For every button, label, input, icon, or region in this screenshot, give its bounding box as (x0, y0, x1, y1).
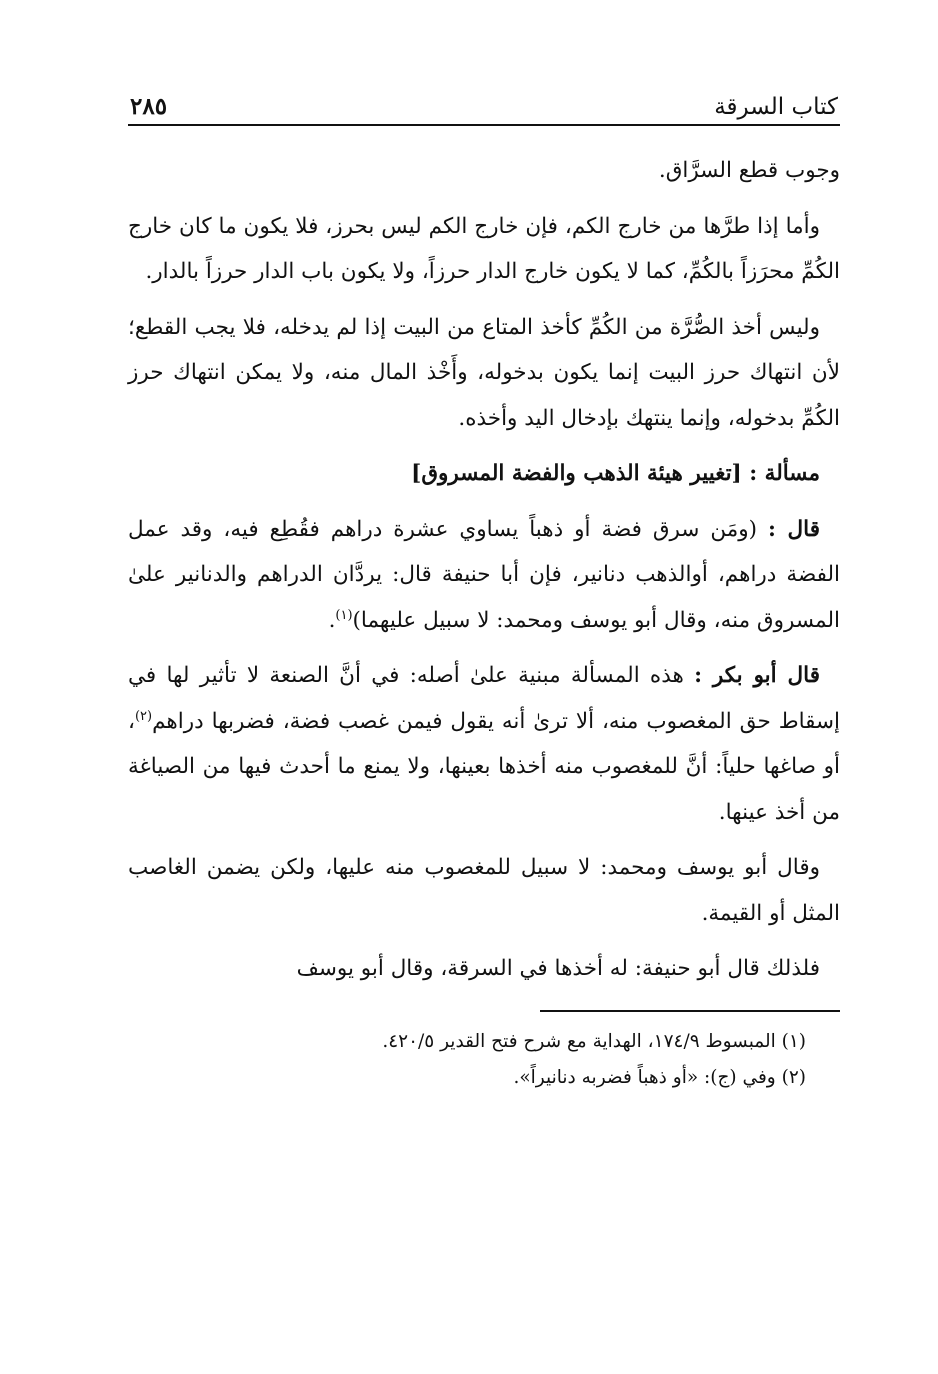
paragraph-1: وجوب قطع السرَّاق. (658, 158, 840, 183)
footnote-ref-1: (١) (335, 607, 353, 623)
page-body (128, 148, 840, 992)
paragraph-5 (128, 653, 840, 835)
section-heading-label: مسألة : (749, 461, 820, 486)
paragraph-2: وأما إذا طرَّها من خارج الكم، فإن خارج الكم ليس بحرز، فلا يكون ما كان خارج الكُمِّ محرَزاً بالكُمِّ، كما لا يكون خارج الدار حرزاً، ولا يكون باب الدار حرزاً بالدار. (128, 213, 840, 284)
paragraph-5-text-a: هذه المسألة مبنية علىٰ أصله: في أنَّ الصنعة لا تأثير لها في إسقاط حق المغصوب منه، ألا ترىٰ أنه يقول فيمن غصب فضة، فضربها دراهم (128, 663, 840, 734)
page (128, 70, 840, 1096)
paragraph-4-lead: قال : (768, 516, 821, 542)
paragraph-4-text: (ومَن سرق فضة أو ذهباً يساوي عشرة دراهم فقُطِع فيه، وقد عمل الفضة دراهم، أوالذهب دنانير، فإن أبا حنيفة قال: يردَّان الدراهم والدنانير علىٰ المسروق منه، وقال أبو يوسف ومحمد: لا سبيل عليهما) (128, 516, 840, 633)
running-title: كتاب السرقة (714, 94, 838, 120)
page-header (128, 70, 840, 126)
paragraph-6: وقال أبو يوسف ومحمد: لا سبيل للمغصوب منه عليها، ولكن يضمن الغاصب المثل أو القيمة. (128, 855, 840, 926)
footnotes (128, 1024, 840, 1096)
page-number: ٢٨٥ (130, 93, 168, 120)
paragraph-5-lead: قال أبو بكر : (694, 663, 820, 688)
paragraph-4 (128, 507, 840, 644)
paragraph-5-text-b: ، أو صاغها حلياً: أنَّ للمغصوب منه أخذها بعينها، ولا يمنع ما أحدث فيها من الصياغة من أخذ عينها. (128, 708, 840, 825)
paragraph-7: فلذلك قال أبو حنيفة: له أخذها في السرقة، وقال أبو يوسف (296, 956, 820, 981)
footnote-divider (540, 1010, 840, 1012)
paragraph-3: وليس أخذ الصُّرَّة من الكُمِّ كأخذ المتاع من البيت إذا لم يدخله، فلا يجب القطع؛ لأن انتهاك حرز البيت إنما يكون بدخوله، وأَخْذ المال منه، ولا يمكن انتهاك حرز الكُمِّ بدخوله، وإنما ينتهك بإدخال اليد وأخذه. (128, 314, 840, 431)
footnote-1: (١) المبسوط ١٧٤/٩، الهداية مع شرح فتح القدير ٤٢٠/٥. (382, 1030, 806, 1052)
paragraph-4-end: . (328, 607, 336, 633)
section-heading-title: [تغيير هيئة الذهب والفضة المسروق] (411, 461, 742, 486)
footnote-2: (٢) وفي (ج): «أو ذهباً فضربه دنانيراً». (513, 1066, 806, 1088)
footnote-ref-2: (٢) (134, 708, 153, 724)
section-heading (128, 451, 840, 497)
